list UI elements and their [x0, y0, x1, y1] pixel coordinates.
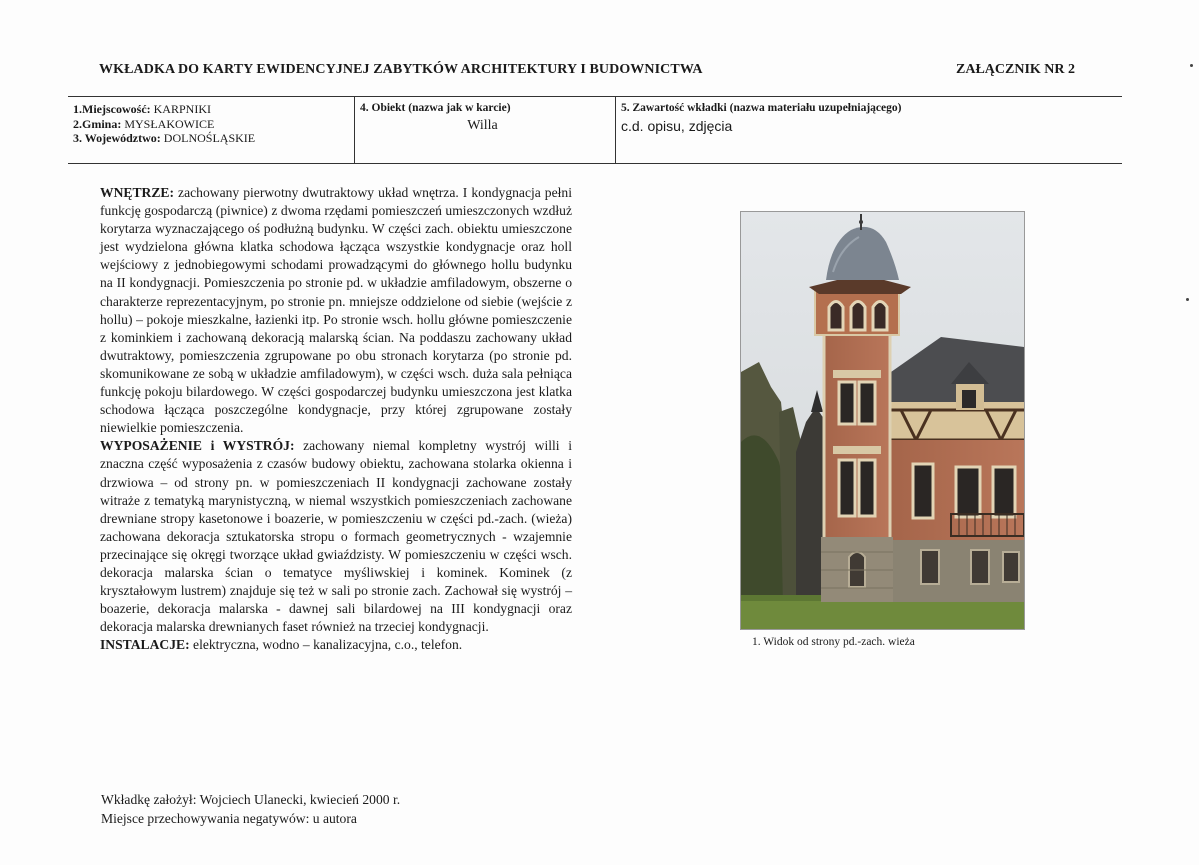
- object-label: 4. Obiekt (nazwa jak w karcie): [360, 102, 511, 114]
- equipment-text: zachowany niemal kompletny wystrój willi i znaczna część wyposażenia z czasów budowy obiektu, zachowana stolarka okienna i drzwiowa – od strony pn. w pomieszczeniach II kondygnacji zachowane zostały witraże z tematyką marynistyczną, w niemal wszystkich pomieszczeniach zachowane drewniane stropy kasetonowe i boazerie, w pomieszczeniu w części pd.-zach. (wieża) zachowana dekoracja sztukatorska stropu o formach geometrycznych - wzajemnie przecinające się okręgi tworzące układ gwiaździsty. W pomieszczeniu w części wsch. dekoracja malarska ścian o tematyce myśliwskiej i kominek. Kominek (z kryształowym lustrem) znajduje się też w sali po stronie zach. Zachował się wystrój – boazerie, dekoracja malarska - dawnej sali bilardowej na III kondygnacji oraz dekoracja malarska drewnianych faset również na trzeciej kondygnacji.: [100, 438, 572, 635]
- locality-label: 1.Miejscowość:: [73, 102, 151, 116]
- commune-line: [73, 117, 354, 132]
- equipment-heading: WYPOSAŻENIE i WYSTRÓJ:: [100, 438, 295, 454]
- document-title: WKŁADKA DO KARTY EWIDENCYJNEJ ZABYTKÓW ARCHITEKTURY I BUDOWNICTWA: [99, 62, 703, 77]
- voivodeship-value: DOLNOŚLĄSKIE: [160, 131, 256, 145]
- content-value: c.d. opisu, zdjęcia: [621, 118, 733, 134]
- content-label: 5. Zawartość wkładki (nazwa materiału uzupełniającego): [621, 102, 902, 114]
- locality-line: [73, 102, 354, 117]
- photo-caption: 1. Widok od strony pd.-zach. wieża: [752, 636, 915, 648]
- installations-paragraph: [100, 636, 572, 654]
- info-table: [68, 96, 1122, 164]
- negatives-line: Miejsce przechowywania negatywów: u autora: [101, 811, 357, 826]
- object-cell: [354, 97, 615, 163]
- interior-heading: WNĘTRZE:: [100, 185, 175, 200]
- villa-illustration: [741, 212, 1024, 629]
- scan-mark: [1186, 298, 1189, 301]
- commune-label: 2.Gmina:: [73, 116, 122, 131]
- content-cell: [615, 97, 1122, 163]
- interior-paragraph: [100, 184, 572, 437]
- voivodeship-label: 3. Województwo:: [73, 131, 161, 145]
- locality-value: KARPNIKI: [150, 102, 211, 116]
- commune-value: MYSŁAKOWICE: [121, 116, 215, 131]
- description-text: [100, 184, 572, 654]
- location-cell: [68, 97, 354, 163]
- voivodeship-line: [73, 131, 354, 146]
- annex-number: ZAŁĄCZNIK NR 2: [956, 62, 1076, 77]
- equipment-paragraph: [100, 437, 572, 636]
- installations-heading: INSTALACJE:: [100, 637, 190, 653]
- interior-text: zachowany pierwotny dwutraktowy układ wnętrza. I kondygnacja pełni funkcję gospodarczą (piwnice) z dwoma rzędami pomieszczeń umieszczonych wzdłuż korytarza wyznaczającego oś podłużną budynku. W części zach. obiektu umieszczone jest wydzielona główna klatka schodowa łącząca wszystkie kondygnacje oraz holl wejściowy z jednobiegowymi schodami prowadzącymi do głównego hollu budynku na II kondygnacji. Pomieszczenia po stronie pd. w układzie amfiladowym, obszerne o charakterze reprezentacyjnym, po stronie pn. mniejsze oddzielone od siebie (wejście z hollu) – pokoje mieszkalne, łazienki itp. Po stronie wsch. hollu główne pomieszczenie z kominkiem i zachowaną dekoracją malarską ścian. Na poddaszu zachowany układ dwutraktowy, pomieszczenia zgrupowane po obu stronach korytarza (po stronie pd. skomunikowane ze sobą w układzie amfiladowym), w części wsch. duża sala pełniąca funkcję pokoju bilardowego. W części gospodarczej budynku umieszczona jest klatka schodowa łącząca poszczególne kondygnacje, przy której zgrupowane zostały niewielkie pomieszczenia.: [100, 185, 572, 436]
- villa-photo: [740, 211, 1025, 630]
- installations-text: elektryczna, wodno – kanalizacyjna, c.o., telefon.: [189, 637, 463, 653]
- object-value: Willa: [467, 118, 498, 133]
- author-line: Wkładkę założył: Wojciech Ulanecki, kwiecień 2000 r.: [101, 792, 401, 807]
- footer: [101, 790, 400, 828]
- scan-mark: [1190, 64, 1193, 67]
